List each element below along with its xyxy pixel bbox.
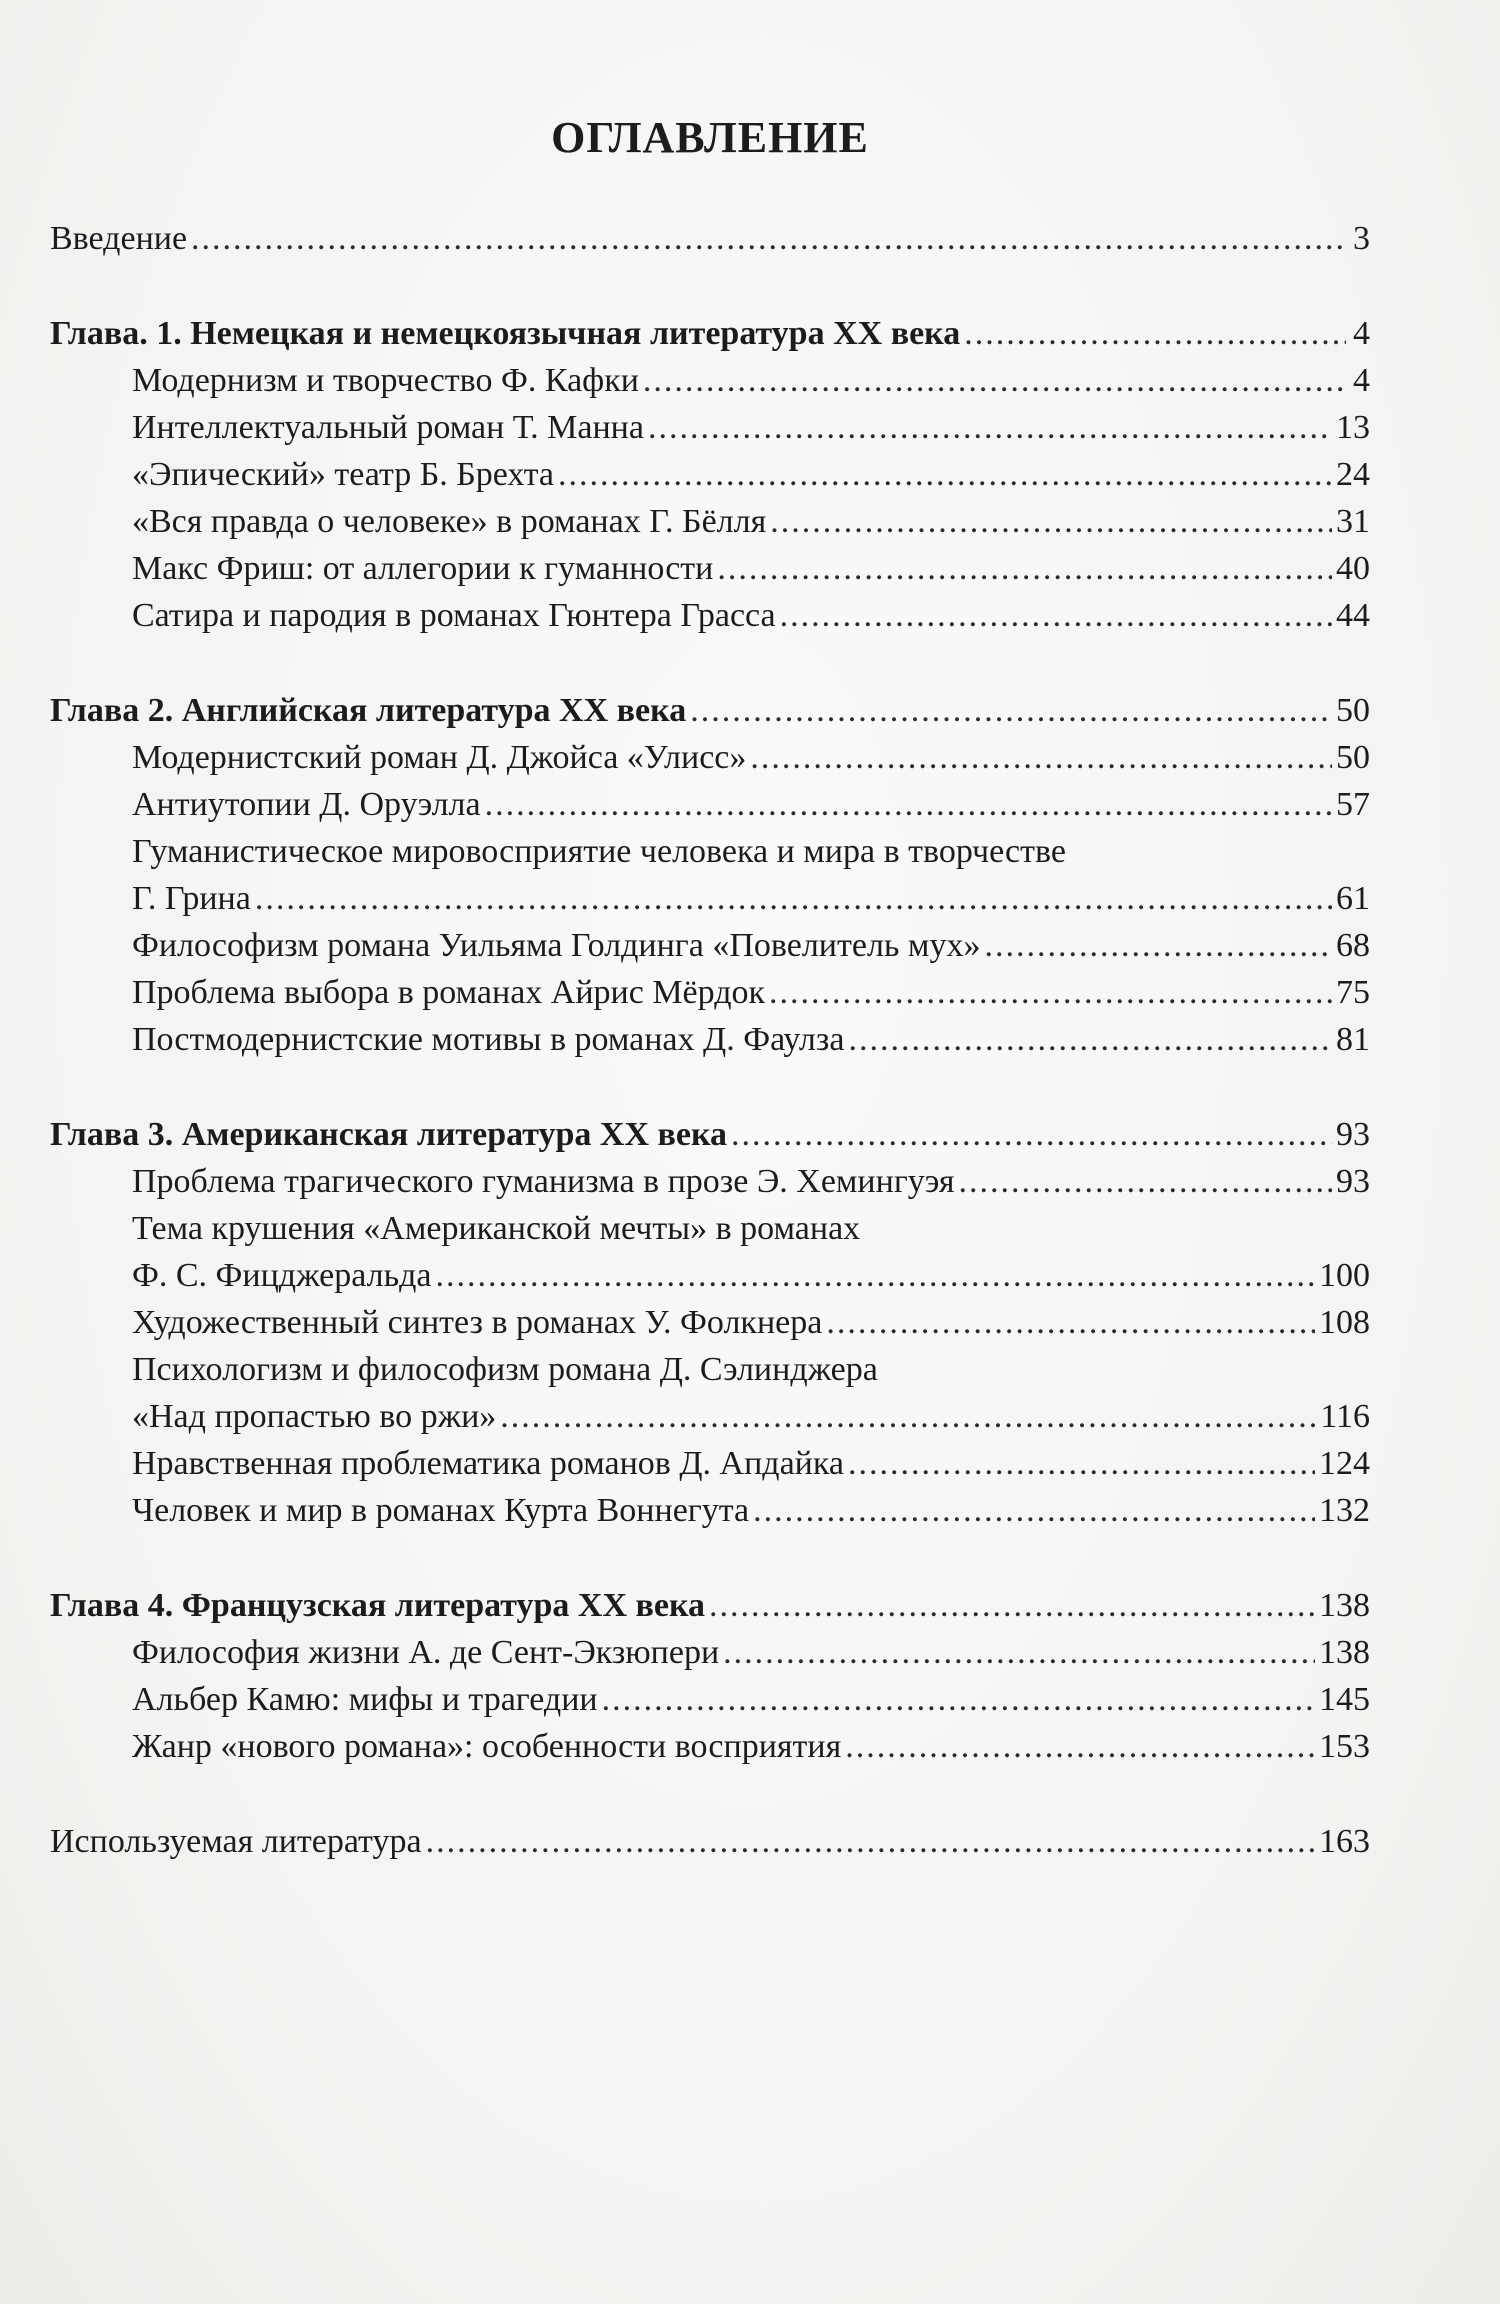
toc-chapter-4: [50, 1582, 1370, 1629]
toc-section-first-line: [50, 1205, 1370, 1252]
leader-dots: [717, 545, 1332, 592]
toc-page-number: 50: [1336, 692, 1370, 729]
leader-dots: [191, 215, 1346, 262]
toc-page-number: 138: [1319, 1587, 1370, 1624]
toc-page-number: 163: [1319, 1823, 1370, 1860]
leader-dots: [780, 592, 1332, 639]
toc-section: [50, 1676, 1370, 1723]
table-of-contents: [50, 215, 1370, 1865]
section-label: Ф. С. Фицджеральда: [132, 1257, 432, 1294]
section-label: Художественный синтез в романах У. Фолкнера: [132, 1304, 823, 1341]
toc-section: [50, 1723, 1370, 1770]
toc-section: [50, 875, 1370, 922]
leader-dots: [690, 687, 1332, 734]
section-label: Макс Фриш: от аллегории к гуманности: [132, 550, 714, 587]
section-label: Модернистский роман Д. Джойса «Улисс»: [132, 739, 747, 776]
toc-page-number: 13: [1336, 409, 1370, 446]
section-label: «Эпический» театр Б. Брехта: [132, 456, 554, 493]
section-label: Интеллектуальный роман Т. Манна: [132, 409, 644, 446]
chapter-label: Глава 2. Английская литература XX века: [50, 692, 687, 729]
leader-dots: [643, 357, 1346, 404]
toc-section: [50, 451, 1370, 498]
toc-section: [50, 969, 1370, 1016]
toc-section: [50, 1016, 1370, 1063]
toc-section: [50, 1487, 1370, 1534]
toc-chapter-2: [50, 687, 1370, 734]
toc-page-number: 108: [1319, 1304, 1370, 1341]
section-label: Постмодернистские мотивы в романах Д. Фаулза: [132, 1021, 845, 1058]
toc-section: [50, 545, 1370, 592]
toc-page-number: 138: [1319, 1634, 1370, 1671]
toc-page-number: 68: [1336, 927, 1370, 964]
toc-section: [50, 1629, 1370, 1676]
toc-page-number: 132: [1319, 1492, 1370, 1529]
section-label: Альбер Камю: мифы и трагедии: [132, 1681, 598, 1718]
section-label: «Над пропастью во ржи»: [132, 1398, 497, 1435]
chapter-label: Глава. 1. Немецкая и немецкоязычная литература XX века: [50, 315, 961, 352]
leader-dots: [964, 310, 1346, 357]
toc-section-first-line: [50, 828, 1370, 875]
leader-dots: [848, 1016, 1332, 1063]
toc-section: [50, 1299, 1370, 1346]
section-label: Нравственная проблематика романов Д. Апдайка: [132, 1445, 844, 1482]
toc-section: [50, 404, 1370, 451]
toc-page-number: 100: [1319, 1257, 1370, 1294]
section-label: Философизм романа Уильяма Голдинга «Повелитель мух»: [132, 927, 981, 964]
toc-page-number: 31: [1336, 503, 1370, 540]
toc-section: [50, 1252, 1370, 1299]
section-label: Модернизм и творчество Ф. Кафки: [132, 362, 639, 399]
leader-dots: [845, 1723, 1315, 1770]
leader-dots: [426, 1818, 1315, 1865]
toc-section: [50, 498, 1370, 545]
toc-page-number: 40: [1336, 550, 1370, 587]
toc-page-number: 153: [1319, 1728, 1370, 1765]
toc-page-number: 75: [1336, 974, 1370, 1011]
leader-dots: [731, 1111, 1332, 1158]
toc-section: [50, 1440, 1370, 1487]
toc-page-number: 124: [1319, 1445, 1370, 1482]
leader-dots: [750, 734, 1332, 781]
toc-page-number: 4: [1353, 315, 1370, 352]
leader-dots: [435, 1252, 1315, 1299]
toc-page-number: 93: [1336, 1116, 1370, 1153]
toc-section: [50, 592, 1370, 639]
toc-page-number: 50: [1336, 739, 1370, 776]
section-label: Сатира и пародия в романах Гюнтера Грасса: [132, 597, 776, 634]
toc-page-number: 3: [1353, 220, 1370, 257]
toc-page-number: 93: [1336, 1163, 1370, 1200]
toc-section: [50, 734, 1370, 781]
toc-page-number: 44: [1336, 597, 1370, 634]
page-title: ОГЛАВЛЕНИЕ: [551, 113, 869, 162]
toc-page-number: 145: [1319, 1681, 1370, 1718]
section-label: Проблема выбора в романах Айрис Мёрдок: [132, 974, 766, 1011]
toc-page-number: 81: [1336, 1021, 1370, 1058]
section-label: Г. Грина: [132, 880, 251, 917]
leader-dots: [959, 1158, 1332, 1205]
toc-page-number: 57: [1336, 786, 1370, 823]
section-label: Антиутопии Д. Оруэлла: [132, 786, 481, 823]
toc-page-number: 61: [1336, 880, 1370, 917]
chapter-label: Глава 3. Американская литература XX века: [50, 1116, 728, 1153]
leader-dots: [984, 922, 1332, 969]
toc-page-number: 24: [1336, 456, 1370, 493]
leader-dots: [602, 1676, 1315, 1723]
section-label: Проблема трагического гуманизма в прозе Э. Хемингуэя: [132, 1163, 955, 1200]
section-label-line1: Тема крушения «Американской мечты» в романах: [132, 1210, 861, 1247]
toc-page-number: 116: [1320, 1398, 1370, 1435]
toc-entry-bibliography: [50, 1818, 1370, 1865]
toc-section: [50, 357, 1370, 404]
section-label: «Вся правда о человеке» в романах Г. Бёлля: [132, 503, 767, 540]
section-label: Человек и мир в романах Курта Воннегута: [132, 1492, 750, 1529]
leader-dots: [709, 1582, 1315, 1629]
toc-section: [50, 1393, 1370, 1440]
leader-dots: [255, 875, 1332, 922]
toc-entry-label: Введение: [50, 220, 188, 257]
leader-dots: [848, 1440, 1315, 1487]
toc-section-first-line: [50, 1346, 1370, 1393]
toc-section: [50, 922, 1370, 969]
section-label: Философия жизни А. де Сент-Экзюпери: [132, 1634, 720, 1671]
toc-chapter-3: [50, 1111, 1370, 1158]
leader-dots: [826, 1299, 1315, 1346]
toc-page-number: 4: [1353, 362, 1370, 399]
toc-entry-label: Используемая литература: [50, 1823, 422, 1860]
toc-section: [50, 1158, 1370, 1205]
leader-dots: [500, 1393, 1316, 1440]
leader-dots: [558, 451, 1332, 498]
leader-dots: [770, 498, 1332, 545]
section-label-line1: Гуманистическое мировосприятие человека и мира в творчестве: [132, 833, 1066, 870]
chapter-label: Глава 4. Французская литература XX века: [50, 1587, 706, 1624]
leader-dots: [485, 781, 1332, 828]
leader-dots: [769, 969, 1332, 1016]
leader-dots: [723, 1629, 1315, 1676]
toc-section: [50, 781, 1370, 828]
toc-entry-intro: [50, 215, 1370, 262]
toc-chapter-1: [50, 310, 1370, 357]
section-label: Жанр «нового романа»: особенности восприятия: [132, 1728, 842, 1765]
leader-dots: [648, 404, 1332, 451]
section-label-line1: Психологизм и философизм романа Д. Сэлинджера: [132, 1351, 878, 1388]
leader-dots: [753, 1487, 1315, 1534]
